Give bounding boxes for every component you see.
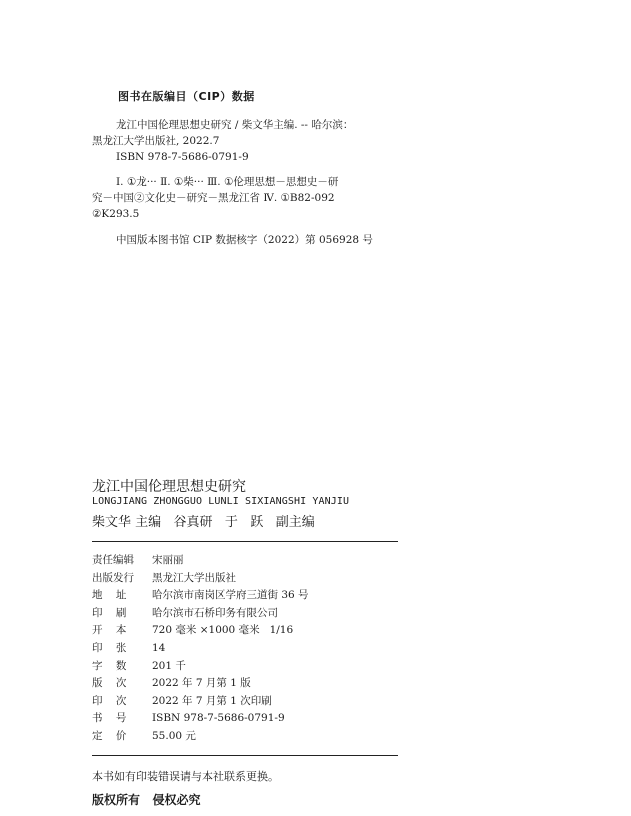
cip-title-entry [92,117,422,165]
cip-publisher-line: 黑龙江大学出版社, 2022.7 [92,135,220,147]
copyright-notice: 版权所有 侵权必究 [92,793,201,807]
book-authors: 柴文华 主编 谷真研 于 跃 副主编 [92,515,315,530]
divider-rule [92,541,398,542]
colophon-row [92,570,402,588]
colophon-row [92,552,402,570]
divider-rule [92,755,398,756]
colophon-label: 定 价 [92,729,127,742]
book-pinyin-title: LONGJIANG ZHONGGUO LUNLI SIXIANGSHI YANJIU [92,496,350,507]
colophon-value: 哈尔滨市石桥印务有限公司 [152,606,278,619]
cip-number-entry [92,232,422,248]
colophon-row [92,710,402,728]
colophon-row [92,587,402,605]
colophon-row [92,728,402,746]
cip-subject-line: 究－中国②文化史－研究－黑龙江省 Ⅳ. ①B82-092 [92,192,335,204]
colophon-value: 哈尔滨市南岗区学府三道街 36 号 [152,589,309,602]
colophon-label: 责任编辑 [92,554,134,566]
cip-subject-line: ②K293.5 [92,208,140,220]
colophon-value: 201 千 [152,659,186,672]
cip-subject-line: Ⅰ. ①龙··· Ⅱ. ①柴··· Ⅲ. ①伦理思想－思想史－研 [116,176,339,188]
colophon-row [92,693,402,711]
colophon-label: 开 本 [92,624,127,637]
colophon-label: 版 次 [92,677,127,690]
colophon-row [92,622,402,640]
colophon-value: 55.00 元 [152,729,196,742]
colophon-label: 地 址 [92,589,127,602]
colophon-row [92,640,402,658]
colophon-label: 字 数 [92,659,127,672]
colophon-value: ISBN 978-7-5686-0791-9 [152,712,285,725]
colophon-row [92,605,402,623]
colophon-row [92,675,402,693]
colophon-value: 720 毫米 ×1000 毫米 1/16 [152,624,294,637]
colophon-value: 2022 年 7 月第 1 次印刷 [152,694,272,707]
colophon-label: 出版发行 [92,571,134,584]
colophon-value: 2022 年 7 月第 1 版 [152,677,251,690]
colophon-label: 印 张 [92,641,127,654]
colophon-value: 14 [152,641,166,654]
cip-number-line: 中国版本图书馆 CIP 数据核字（2022）第 056928 号 [116,234,373,246]
colophon-row [92,658,402,676]
cip-isbn-line: ISBN 978-7-5686-0791-9 [116,151,249,163]
cip-subject-entry [92,174,422,222]
colophon-value: 宋丽丽 [152,554,184,566]
book-title: 龙江中国伦理思想史研究 [92,479,246,495]
cip-header: 图书在版编目（CIP）数据 [118,90,255,103]
colophon-table [92,552,402,746]
cip-title-line: 龙江中国伦理思想史研究 / 柴文华主编. -- 哈尔滨： [116,119,354,131]
colophon-label: 印 刷 [92,606,127,619]
colophon-value: 黑龙江大学出版社 [152,571,236,584]
print-error-notice: 本书如有印装错误请与本社联系更换。 [92,770,279,783]
colophon-label: 书 号 [92,712,127,725]
colophon-label: 印 次 [92,694,127,707]
